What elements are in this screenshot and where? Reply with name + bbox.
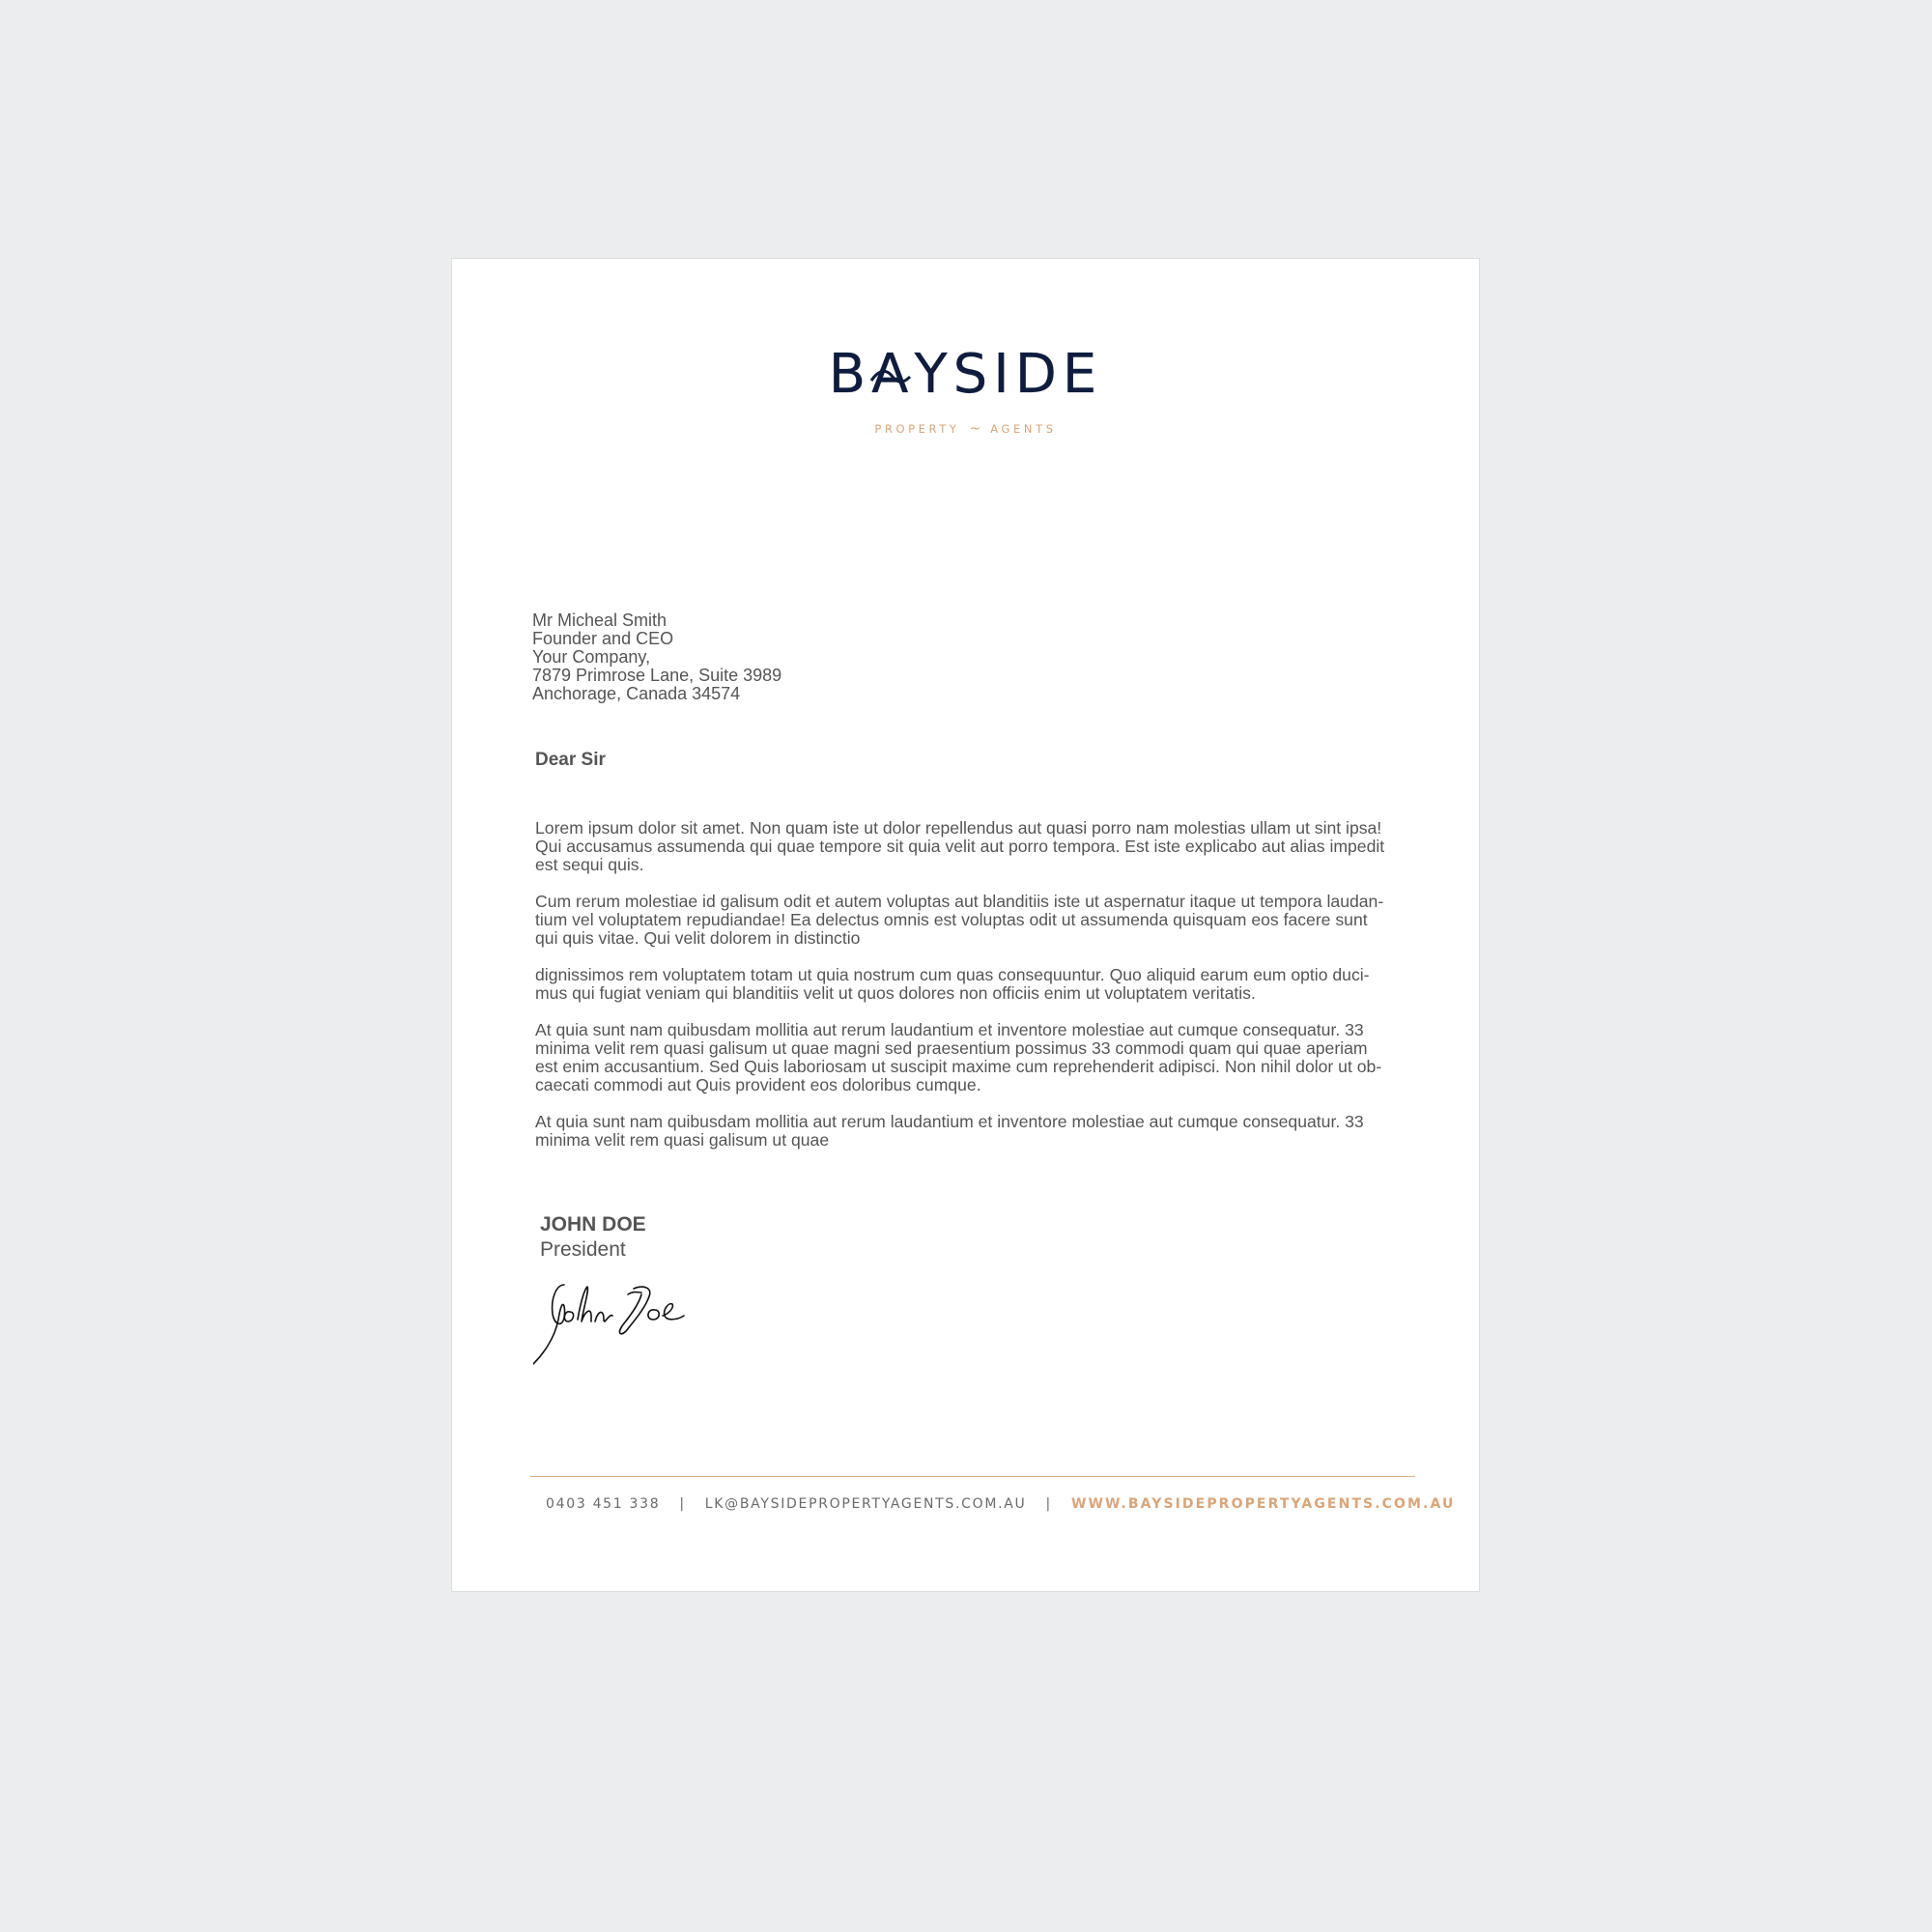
letter-page [451,258,1480,1592]
paragraph-line: qui quis vitae. Qui velit dolorem in distinctio [535,928,861,948]
company-logo [452,343,1479,437]
recipient-company: Your Company, [532,647,651,667]
salutation: Dear Sir [535,750,606,770]
recipient-name: Mr Micheal Smith [532,611,668,630]
paragraph-line: At quia sunt nam quibusdam mollitia aut rerum laudantium et inventore molestiae aut cumque consequatur. 33 [535,1020,1364,1039]
paragraph [535,893,1414,948]
paragraph-line: dignissimos rem voluptatem totam ut quia nostrum cum quas consequuntur. Quo aliquid earum eum optio duci- [535,965,1370,984]
paragraph [535,966,1414,1003]
paragraph-line: caecati commodi aut Quis provident eos doloribus cumque. [535,1075,981,1094]
paragraph-line: Qui accusamus assumenda qui quae tempore sit quia velit aut porro tempora. Est iste explicabo aut alias impedit [535,837,1385,856]
footer-phone: 0403 451 338 [546,1496,661,1512]
recipient-title: Founder and CEO [532,629,674,648]
footer-email[interactable]: LK@BAYSIDEPROPERTYAGENTS.COM.AU [704,1496,1027,1512]
recipient-address [532,611,781,703]
recipient-city: Anchorage, Canada 34574 [532,684,741,703]
footer-separator: | [679,1496,686,1512]
paragraph [535,1113,1414,1150]
wave-icon [869,367,912,388]
paragraph [535,1021,1414,1094]
signer-title: President [540,1238,626,1261]
paragraph-line: Lorem ipsum dolor sit amet. Non quam iste ut dolor repellendus aut quasi porro nam molestias ullam ut sint ipsa! [535,818,1382,838]
logo-letters-yside: YSIDE [914,343,1103,406]
contact-footer [546,1496,1455,1512]
paragraph-line: minima velit rem quasi galisum ut quae magni sed praesentium possimus 33 commodi quam qui quae aperiam [535,1038,1368,1058]
tilde-icon: ~ [969,421,981,437]
recipient-street: 7879 Primrose Lane, Suite 3989 [532,666,782,685]
letter-body [535,819,1414,1168]
logo-tagline [452,421,1479,437]
footer-website-link[interactable]: WWW.BAYSIDEPROPERTYAGENTS.COM.AU [1070,1496,1456,1512]
paragraph-line: At quia sunt nam quibusdam mollitia aut rerum laudantium et inventore molestiae aut cumque consequatur. 33 [535,1112,1364,1131]
footer-separator: | [1045,1496,1052,1512]
paragraph-line: tium vel voluptatem repudiandae! Ea delectus omnis est voluptas odit ut assumenda quisquam eos facere sunt [535,910,1368,929]
logo-letter-a-wave [871,343,915,406]
tagline-property: PROPERTY [874,422,960,436]
tagline-agents: AGENTS [990,422,1057,436]
paragraph-line: est sequi quis. [535,855,644,874]
paragraph-line: est enim accusantium. Sed Quis laboriosam ut suscipit maxime cum reprehenderit adipisci. Non nihil dolor ut ob- [535,1057,1382,1076]
paragraph [535,819,1414,874]
signer-name: JOHN DOE [540,1213,646,1236]
footer-divider [530,1476,1415,1477]
signature-icon [533,1281,697,1373]
paragraph-line: minima velit rem quasi galisum ut quae [535,1130,830,1150]
signoff-block [540,1212,646,1263]
paragraph-line: mus qui fugiat veniam qui blanditiis velit ut quos dolores non officiis enim ut voluptatem veritatis. [535,983,1256,1003]
logo-wordmark [828,343,1103,406]
logo-letter-b: B [828,343,872,406]
logo-letter-a: A [871,343,915,406]
paragraph-line: Cum rerum molestiae id galisum odit et autem voluptas aut blanditiis iste ut aspernatur itaque ut tempora laudan- [535,892,1384,911]
